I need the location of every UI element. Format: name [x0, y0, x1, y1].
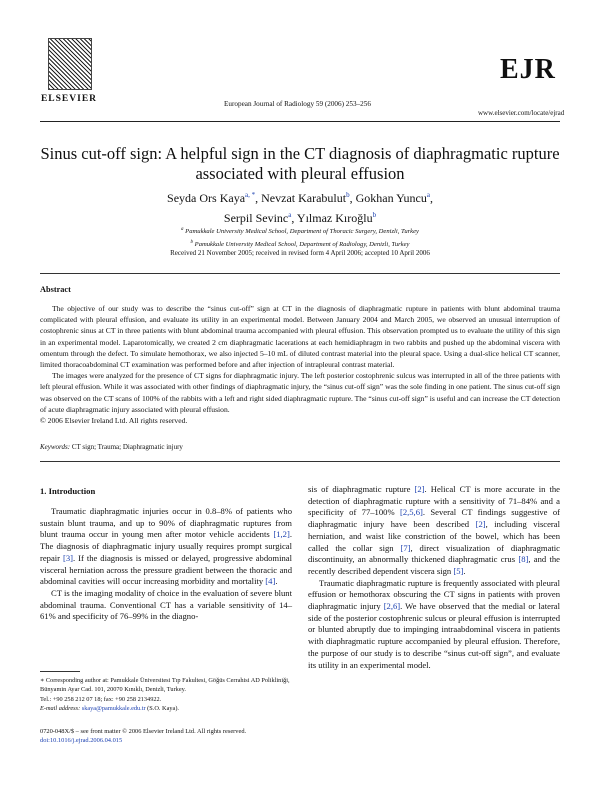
author-separator: , — [291, 211, 297, 225]
citation-link[interactable]: [2,5,6] — [399, 507, 423, 518]
citation-link[interactable]: [1,2] — [273, 529, 290, 540]
citation-link[interactable]: [2] — [475, 519, 486, 530]
author-name: Gokhan Yuncu — [355, 191, 427, 205]
author-affil-mark[interactable]: a, * — [245, 191, 256, 199]
journal-citation: European Journal of Radiology 59 (2006) 253–256 — [224, 100, 371, 108]
author-affil-mark[interactable]: a — [426, 191, 430, 199]
footnote-phone: Tel.: +90 258 212 07 18; fax: +90 258 2134922. — [40, 695, 162, 703]
body-paragraph — [40, 588, 292, 623]
body-text: . We have observed that the medial or lateral side of the posterior costophrenic sulcus or pleural effusion is interrupted or blunted abruptly due to impinging intraabdominal viscera in patients with diaphragmatic rupture accompanied by pleural effusion. Therefore, the purpose of our study is to describe “sinus cut-off sign”, and evaluate its utility in an experimental model. — [308, 601, 561, 670]
abstract-heading: Abstract — [40, 285, 71, 294]
body-text: , and the recently described dependent viscera sign — [308, 554, 560, 576]
abstract-bottom-rule — [40, 461, 560, 462]
citation-link[interactable]: [7] — [400, 542, 411, 553]
body-paragraph — [40, 506, 292, 588]
email-label: E-mail address: — [40, 704, 81, 712]
author-separator: , — [255, 191, 262, 205]
issn-line: 0720-048X/$ – see front matter © 2006 Elsevier Ireland Ltd. All rights reserved. — [40, 728, 247, 735]
body-text: Traumatic diaphragmatic injuries occur in 0.8–8% of patients who sustain blunt trauma, and up to 90% of diaphragmatic ruptures from blunt trauma occur in young men after motor vehicle accidents — [40, 506, 292, 540]
body-text: . If the diagnosis is missed or delayed, progressive abdominal visceral herniation across the pressure gradient between the thoracic and abdominal cavities will occur increasing morbidity and mortality — [40, 552, 292, 587]
left-column — [40, 506, 292, 623]
footnote-rule — [40, 671, 80, 672]
citation-link[interactable]: [8] — [518, 554, 529, 565]
right-column — [308, 484, 560, 671]
email-suffix: (S.O. Kaya). — [145, 704, 180, 712]
affiliation-mark: b — [190, 239, 194, 245]
author-name: Yılmaz Kıroğlu — [296, 211, 373, 225]
author-name: Seyda Ors Kaya — [167, 191, 246, 205]
body-paragraph — [308, 578, 560, 672]
abstract-body — [40, 303, 560, 426]
affiliation-mark: a — [181, 227, 184, 232]
citation-link[interactable]: [2,6] — [383, 601, 401, 612]
footnote-address: ∗ Corresponding author at: Pamukkale Üniversitesi Tıp Fakultesi, Göğüs Cerrahisi AD Polikliniği, Bünyamin Ayar Cad. 101, 20070 Kınıklı, Denizli, Turkey. — [40, 677, 290, 694]
body-text: . Helical CT is more accurate in the detection of diaphragmatic rupture with a sensitivity of 71–84% and a specificity of 77–100% — [308, 484, 560, 518]
affiliation-text: Pamukkale University Medical School, Department of Radiology, Denizli, Turkey — [193, 240, 410, 248]
author-affil-mark[interactable]: b — [372, 211, 377, 219]
body-text: . Several CT findings suggestive of diaphragmatic injury have been described — [308, 507, 560, 530]
affiliations — [40, 225, 560, 250]
footnote-email — [40, 704, 300, 713]
affiliation-line — [40, 225, 560, 238]
author-name: Nevzat Karabulut — [261, 191, 347, 205]
received-dates: Received 21 November 2005; received in revised form 4 April 2006; accepted 10 April 2006 — [170, 249, 430, 257]
elsevier-logo — [40, 38, 98, 108]
body-text: . The diagnosis of diaphragmatic injury usually requires prompt surgical repair — [40, 529, 292, 563]
author-separator: , — [349, 191, 356, 205]
keywords-list: CT sign; Trauma; Diaphragmatic injury — [71, 443, 183, 451]
body-text: . — [463, 565, 466, 576]
body-text: sis of diaphragmatic rupture — [308, 484, 415, 494]
elsevier-tree-icon — [48, 38, 92, 90]
keywords — [40, 443, 183, 451]
article-title: Sinus cut-off sign: A helpful sign in the CT diagnosis of diaphragmatic rupture associated with pleural effusion — [40, 144, 560, 183]
citation-link[interactable]: [5] — [453, 565, 464, 576]
author-name: Serpil Sevinc — [223, 211, 289, 225]
author-affil-mark[interactable]: b — [346, 191, 350, 199]
corresponding-footnote — [40, 671, 300, 713]
citation-link[interactable]: [4] — [265, 576, 276, 587]
journal-url[interactable]: www.elsevier.com/locate/ejrad — [478, 109, 565, 117]
abstract-top-rule — [40, 273, 560, 274]
section-heading: 1. Introduction — [40, 486, 96, 496]
keywords-label: Keywords: — [40, 443, 71, 451]
body-text: , including visceral herniation, and waist like constriction of the bowel, which has been called the collar sign — [308, 519, 560, 553]
journal-logo: EJR — [500, 54, 556, 85]
affiliation-text: Pamukkale University Medical School, Department of Thoracic Surgery, Denizli, Turkey — [183, 228, 419, 236]
body-text: Traumatic diaphragmatic rupture is frequently associated with pleural effusion or hemothorax obscuring the CT signs in patients with proven diaphragmatic injury — [308, 577, 560, 612]
email-link[interactable]: skaya@pamukkale.edu.tr — [81, 704, 146, 712]
abstract-copyright: © 2006 Elsevier Ireland Ltd. All rights reserved. — [40, 416, 188, 426]
body-text: . — [275, 576, 278, 587]
body-text: CT is the imaging modality of choice in the evaluation of severe blunt abdominal trauma. Conventional CT has a variable sensitivity of 14–61% and specificity of 76–99% in the diagno- — [40, 587, 292, 622]
body-text: , direct visualization of diaphragmatic discontinuity, an abnormally thickened diaphragmatic crus — [308, 542, 560, 565]
citation-link[interactable]: [2] — [414, 484, 425, 494]
body-paragraph — [308, 484, 560, 578]
publisher-name: ELSEVIER — [40, 94, 98, 104]
author-separator: , — [429, 191, 433, 205]
citation-link[interactable]: [3] — [63, 552, 74, 563]
page-footer — [40, 727, 246, 746]
header-rule — [40, 121, 560, 122]
abstract-paragraph: The objective of our study was to describe the “sinus cut-off” sign at CT in the diagnosis of diaphragmatic rupture in patients with blunt abdominal trauma complicated with pleural effusion, and evaluate its utility in an experimental model. Between January 2004 and March 2005, we observed an unusual interruption of costophrenic sinus at CT in three patients with blunt abdominal trauma accompanied with pleural effusion. This observation prompted us to evaluate the utility of this sign in an experimental model. Laparotomically, we created 2 cm diaphragmatic lacerations at each hemidiaphragm in two rabbits and pushed up the abdominal viscera with omentum through the defect. To simulate hemothorax, we also injected 5–10 mL of diluted contrast material into the pleural space. Using a dual-slice helical CT scanner, limited thoracoabdominal CT examination was performed before and after injection of intrapleural contrast material. — [40, 304, 560, 370]
abstract-paragraph: The images were analyzed for the presence of CT signs for diaphragmatic injury. The left posterior costophrenic sulcus was interrupted in all of the three patients with left pleural effusion. While it was associated with other findings of diaphragmatic injury, the “sinus cut-off sign” was the sole finding in one patient. The sinus cut-off sign was observed on the CT scans of 100% of the rabbits with a left and right sided diaphragmatic rupture. The “sinus cut-off sign” is useful and can increase the CT detection of acute diaphragmatic injury associated with pleural effusion. — [40, 371, 560, 414]
author-list — [40, 187, 560, 227]
doi-link[interactable]: doi:10.1016/j.ejrad.2006.04.015 — [40, 737, 123, 745]
author-affil-mark[interactable]: a — [288, 211, 292, 219]
